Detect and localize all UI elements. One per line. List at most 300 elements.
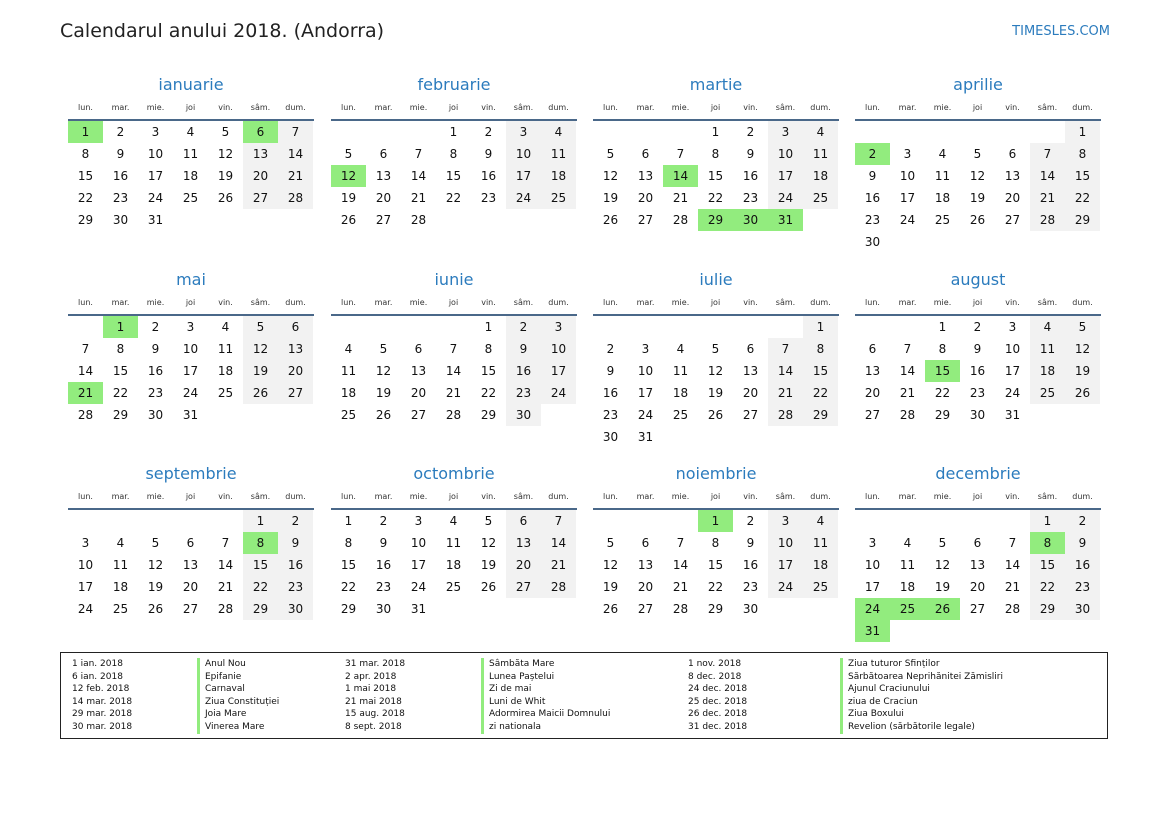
day-cell: 21 (445, 386, 462, 400)
day-cell: 11 (182, 147, 199, 161)
legend-holiday-name: ziua de Craciun (840, 696, 918, 709)
day-cell: 24 (147, 191, 164, 205)
legend-date: 1 ian. 2018 (72, 659, 123, 669)
day-cell: 15 (803, 360, 838, 382)
legend-date: 30 mar. 2018 (72, 722, 133, 732)
days-grid (855, 121, 1101, 253)
weekday-label: lun. (78, 298, 93, 307)
day-cell: 25 (217, 386, 234, 400)
day-cell: 6 (506, 510, 541, 532)
day-cell: 1 (484, 320, 493, 334)
day-cell: 5 (973, 147, 982, 161)
legend-date: 12 feb. 2018 (72, 684, 130, 695)
day-cell: 27 (182, 602, 199, 616)
empty-cell (855, 121, 890, 143)
day-cell: 6 (278, 316, 313, 338)
day-cell: 10 (147, 147, 164, 161)
day-cell: 19 (147, 580, 164, 594)
day-cell: 9 (868, 169, 877, 183)
day-cell: 6 (641, 147, 650, 161)
empty-cell (663, 316, 698, 338)
day-cell: 9 (379, 536, 388, 550)
day-cell: 7 (81, 342, 90, 356)
day-cell: 11 (541, 143, 576, 165)
day-cell: 19 (602, 580, 619, 594)
day-cell: 5 (379, 342, 388, 356)
legend-date: 8 sept. 2018 (345, 722, 402, 732)
day-cell: 27 (375, 213, 392, 227)
weekday-label: mie. (671, 103, 690, 112)
day-cell: 24 (506, 187, 541, 209)
day-cell: 17 (410, 558, 427, 572)
holiday-day-cell: 14 (663, 165, 698, 187)
day-cell: 6 (868, 342, 877, 356)
holiday-day-cell: 29 (698, 209, 733, 231)
day-cell: 26 (707, 408, 724, 422)
day-cell: 8 (1065, 143, 1100, 165)
day-cell: 23 (375, 580, 392, 594)
day-cell: 6 (379, 147, 388, 161)
day-cell: 30 (375, 602, 392, 616)
weekday-label: sâm. (1037, 298, 1058, 307)
weekday-label: mie. (409, 298, 428, 307)
day-cell: 18 (934, 191, 951, 205)
weekday-label: dum. (1072, 103, 1093, 112)
weekday-label: mar. (374, 103, 393, 112)
day-cell: 24 (899, 213, 916, 227)
day-cell: 18 (541, 165, 576, 187)
day-cell: 16 (602, 386, 619, 400)
day-cell: 9 (116, 147, 125, 161)
day-cell: 27 (969, 602, 986, 616)
weekday-header (68, 100, 314, 116)
weekday-label: lun. (603, 492, 618, 501)
day-cell: 14 (541, 532, 576, 554)
day-cell: 18 (445, 558, 462, 572)
holiday-day-cell: 8 (1030, 532, 1065, 554)
day-cell: 13 (278, 338, 313, 360)
day-cell: 29 (480, 408, 497, 422)
month-title: noiembrie (675, 464, 757, 483)
day-cell: 9 (973, 342, 982, 356)
day-cell: 20 (243, 165, 278, 187)
day-cell: 24 (637, 408, 654, 422)
month-iunie (331, 265, 577, 426)
weekday-header (593, 295, 839, 311)
weekday-label: mie. (146, 298, 165, 307)
day-cell: 23 (602, 408, 619, 422)
day-cell: 28 (672, 602, 689, 616)
day-cell: 20 (637, 580, 654, 594)
day-cell: 15 (77, 169, 94, 183)
day-cell: 22 (77, 191, 94, 205)
day-cell: 10 (768, 143, 803, 165)
day-cell: 10 (768, 532, 803, 554)
weekday-label: lun. (341, 103, 356, 112)
day-cell: 28 (1004, 602, 1021, 616)
day-cell: 26 (602, 602, 619, 616)
day-cell: 15 (707, 169, 724, 183)
weekday-label: vin. (1005, 492, 1020, 501)
day-cell: 25 (1030, 382, 1065, 404)
day-cell: 29 (1030, 598, 1065, 620)
legend-date: 29 mar. 2018 (72, 709, 133, 720)
day-cell: 18 (217, 364, 234, 378)
weekday-label: vin. (218, 298, 233, 307)
day-cell: 27 (506, 576, 541, 598)
month-title: aprilie (953, 75, 1003, 94)
days-grid (331, 316, 577, 426)
days-grid (68, 316, 314, 426)
month-februarie (331, 70, 577, 231)
day-cell: 31 (182, 408, 199, 422)
days-grid (593, 510, 839, 620)
day-cell: 9 (506, 338, 541, 360)
day-cell: 1 (344, 514, 353, 528)
weekday-label: mar. (898, 103, 917, 112)
day-cell: 4 (541, 121, 576, 143)
weekday-label: sâm. (513, 103, 534, 112)
day-cell: 20 (969, 580, 986, 594)
weekday-label: joi (972, 298, 983, 307)
weekday-label: joi (972, 492, 983, 501)
weekday-label: mar. (636, 298, 655, 307)
day-cell: 16 (147, 364, 164, 378)
day-cell: 5 (484, 514, 493, 528)
day-cell: 25 (803, 576, 838, 598)
day-cell: 18 (672, 386, 689, 400)
legend-date: 15 aug. 2018 (345, 709, 405, 720)
legend-holiday-name: Vinerea Mare (197, 721, 264, 734)
day-cell: 15 (112, 364, 129, 378)
day-cell: 7 (414, 147, 423, 161)
day-cell: 21 (278, 165, 313, 187)
day-cell: 19 (969, 191, 986, 205)
month-noiembrie (593, 459, 839, 620)
day-cell: 1 (449, 125, 458, 139)
day-cell: 4 (676, 342, 685, 356)
day-cell: 25 (182, 191, 199, 205)
empty-cell (925, 121, 960, 143)
weekday-header (855, 489, 1101, 505)
day-cell: 18 (1030, 360, 1065, 382)
day-cell: 3 (1008, 320, 1017, 334)
day-cell: 4 (803, 121, 838, 143)
day-cell: 25 (112, 602, 129, 616)
day-cell: 24 (541, 382, 576, 404)
month-decembrie (855, 459, 1101, 642)
empty-cell (890, 510, 925, 532)
days-grid (68, 121, 314, 231)
day-cell: 16 (506, 360, 541, 382)
legend-date: 6 ian. 2018 (72, 671, 123, 682)
day-cell: 4 (803, 510, 838, 532)
weekday-label: mie. (671, 492, 690, 501)
legend-holiday-name: Carnaval (197, 683, 245, 696)
day-cell: 22 (340, 580, 357, 594)
day-cell: 7 (541, 510, 576, 532)
weekday-label: sâm. (775, 298, 796, 307)
day-cell: 19 (340, 191, 357, 205)
day-cell: 9 (1065, 532, 1100, 554)
weekday-header (593, 489, 839, 505)
weekday-label: lun. (78, 492, 93, 501)
holiday-day-cell: 1 (68, 121, 103, 143)
day-cell: 26 (147, 602, 164, 616)
day-cell: 7 (676, 147, 685, 161)
empty-cell (628, 121, 663, 143)
month-octombrie (331, 459, 577, 620)
weekday-header (331, 295, 577, 311)
day-cell: 11 (672, 364, 689, 378)
legend-holiday-name: Luni de Whit (481, 696, 545, 709)
day-cell: 22 (803, 382, 838, 404)
month-title: februarie (417, 75, 491, 94)
day-cell: 12 (934, 558, 951, 572)
weekday-label: joi (972, 103, 983, 112)
legend-date: 25 dec. 2018 (688, 696, 748, 707)
month-title: martie (689, 75, 743, 94)
day-cell: 24 (768, 576, 803, 598)
day-cell: 17 (637, 386, 654, 400)
day-cell: 5 (606, 536, 615, 550)
day-cell: 23 (1065, 576, 1100, 598)
weekday-label: sâm. (250, 492, 271, 501)
day-cell: 16 (375, 558, 392, 572)
empty-cell (698, 316, 733, 338)
month-title: ianuarie (158, 75, 224, 94)
day-cell: 12 (602, 558, 619, 572)
day-cell: 25 (541, 187, 576, 209)
day-cell: 31 (147, 213, 164, 227)
weekday-label: mie. (671, 298, 690, 307)
day-cell: 27 (864, 408, 881, 422)
month-title: iunie (434, 270, 474, 289)
weekday-label: lun. (341, 298, 356, 307)
day-cell: 7 (903, 342, 912, 356)
day-cell: 22 (707, 580, 724, 594)
weekday-label: mar. (898, 492, 917, 501)
empty-cell (138, 510, 173, 532)
day-cell: 5 (711, 342, 720, 356)
day-cell: 18 (803, 165, 838, 187)
weekday-label: mar. (111, 103, 130, 112)
day-cell: 26 (340, 213, 357, 227)
day-cell: 14 (899, 364, 916, 378)
day-cell: 27 (637, 602, 654, 616)
day-cell: 24 (1004, 386, 1021, 400)
day-cell: 23 (969, 386, 986, 400)
weekday-label: mie. (933, 298, 952, 307)
legend-date: 1 nov. 2018 (688, 659, 742, 669)
month-septembrie (68, 459, 314, 620)
legend-date: 8 dec. 2018 (688, 671, 742, 682)
weekday-label: dum. (810, 298, 831, 307)
weekday-label: lun. (865, 103, 880, 112)
day-cell: 14 (1004, 558, 1021, 572)
day-cell: 19 (602, 191, 619, 205)
empty-cell (855, 510, 890, 532)
day-cell: 3 (81, 536, 90, 550)
legend-holiday-name: Sărbătoarea Neprihănitei Zămisliri (840, 671, 1003, 684)
day-cell: 21 (899, 386, 916, 400)
holiday-day-cell: 6 (243, 121, 278, 143)
day-cell: 7 (449, 342, 458, 356)
day-cell: 13 (410, 364, 427, 378)
day-cell: 23 (480, 191, 497, 205)
weekday-label: vin. (1005, 103, 1020, 112)
weekday-label: joi (185, 103, 196, 112)
day-cell: 5 (221, 125, 230, 139)
day-cell: 19 (217, 169, 234, 183)
day-cell: 12 (217, 147, 234, 161)
day-cell: 30 (506, 404, 541, 426)
empty-cell (925, 510, 960, 532)
day-cell: 8 (938, 342, 947, 356)
weekday-label: mar. (636, 103, 655, 112)
day-cell: 18 (112, 580, 129, 594)
day-cell: 11 (340, 364, 357, 378)
day-cell: 14 (1030, 165, 1065, 187)
weekday-label: dum. (285, 492, 306, 501)
day-cell: 9 (278, 532, 313, 554)
day-cell: 17 (77, 580, 94, 594)
day-cell: 27 (1004, 213, 1021, 227)
weekday-label: dum. (1072, 492, 1093, 501)
legend-holiday-name: Ziua Boxului (840, 708, 904, 721)
day-cell: 5 (151, 536, 160, 550)
day-cell: 17 (899, 191, 916, 205)
days-grid (593, 121, 839, 231)
day-cell: 4 (221, 320, 230, 334)
day-cell: 4 (449, 514, 458, 528)
site-link[interactable]: TIMESLES.COM (1012, 24, 1110, 39)
weekday-label: vin. (743, 298, 758, 307)
weekday-label: sâm. (1037, 492, 1058, 501)
day-cell: 7 (768, 338, 803, 360)
day-cell: 7 (221, 536, 230, 550)
day-cell: 5 (1065, 316, 1100, 338)
day-cell: 15 (243, 554, 278, 576)
day-cell: 27 (410, 408, 427, 422)
empty-cell (366, 121, 401, 143)
weekday-label: vin. (1005, 298, 1020, 307)
legend-holiday-name: Adormirea Maicii Domnului (481, 708, 610, 721)
day-cell: 8 (711, 536, 720, 550)
day-cell: 17 (864, 580, 881, 594)
day-cell: 29 (803, 404, 838, 426)
day-cell: 28 (768, 404, 803, 426)
day-cell: 23 (742, 191, 759, 205)
day-cell: 6 (186, 536, 195, 550)
legend-date: 31 dec. 2018 (688, 722, 748, 732)
day-cell: 2 (606, 342, 615, 356)
day-cell: 23 (112, 191, 129, 205)
day-cell: 24 (77, 602, 94, 616)
weekday-label: vin. (481, 298, 496, 307)
weekday-label: dum. (810, 103, 831, 112)
day-cell: 17 (768, 554, 803, 576)
empty-cell (68, 316, 103, 338)
legend-date: 14 mar. 2018 (72, 696, 133, 707)
day-cell: 21 (1004, 580, 1021, 594)
empty-cell (628, 316, 663, 338)
day-cell: 6 (746, 342, 755, 356)
day-cell: 15 (480, 364, 497, 378)
day-cell: 12 (375, 364, 392, 378)
legend-holiday-name: Joia Mare (197, 708, 246, 721)
day-cell: 29 (1065, 209, 1100, 231)
day-cell: 9 (484, 147, 493, 161)
day-cell: 27 (278, 382, 313, 404)
empty-cell (663, 121, 698, 143)
day-cell: 21 (217, 580, 234, 594)
day-cell: 3 (768, 121, 803, 143)
day-cell: 30 (147, 408, 164, 422)
month-august (855, 265, 1101, 426)
day-cell: 11 (445, 536, 462, 550)
month-title: august (950, 270, 1006, 289)
day-cell: 4 (344, 342, 353, 356)
empty-cell (331, 121, 366, 143)
day-cell: 3 (186, 320, 195, 334)
day-cell: 3 (868, 536, 877, 550)
day-cell: 30 (602, 430, 619, 444)
days-grid (331, 121, 577, 231)
weekday-label: mie. (933, 492, 952, 501)
day-cell: 28 (899, 408, 916, 422)
day-cell: 29 (707, 602, 724, 616)
empty-cell (855, 316, 890, 338)
day-cell: 23 (147, 386, 164, 400)
day-cell: 17 (541, 360, 576, 382)
day-cell: 16 (1065, 554, 1100, 576)
day-cell: 18 (340, 386, 357, 400)
empty-cell (960, 121, 995, 143)
holiday-day-cell: 21 (68, 382, 103, 404)
weekday-label: mie. (933, 103, 952, 112)
day-cell: 3 (903, 147, 912, 161)
empty-cell (68, 510, 103, 532)
day-cell: 25 (934, 213, 951, 227)
day-cell: 26 (375, 408, 392, 422)
weekday-label: mie. (409, 103, 428, 112)
empty-cell (401, 121, 436, 143)
day-cell: 30 (969, 408, 986, 422)
empty-cell (593, 121, 628, 143)
day-cell: 30 (742, 602, 759, 616)
holiday-day-cell: 25 (890, 598, 925, 620)
day-cell: 18 (803, 554, 838, 576)
weekday-header (68, 489, 314, 505)
day-cell: 13 (506, 532, 541, 554)
weekday-label: lun. (865, 492, 880, 501)
day-cell: 10 (410, 536, 427, 550)
day-cell: 23 (506, 382, 541, 404)
day-cell: 14 (77, 364, 94, 378)
empty-cell (663, 510, 698, 532)
empty-cell (768, 316, 803, 338)
day-cell: 30 (1065, 598, 1100, 620)
day-cell: 20 (742, 386, 759, 400)
day-cell: 12 (147, 558, 164, 572)
empty-cell (366, 316, 401, 338)
day-cell: 28 (672, 213, 689, 227)
day-cell: 16 (480, 169, 497, 183)
day-cell: 20 (278, 360, 313, 382)
day-cell: 2 (746, 125, 755, 139)
day-cell: 5 (344, 147, 353, 161)
